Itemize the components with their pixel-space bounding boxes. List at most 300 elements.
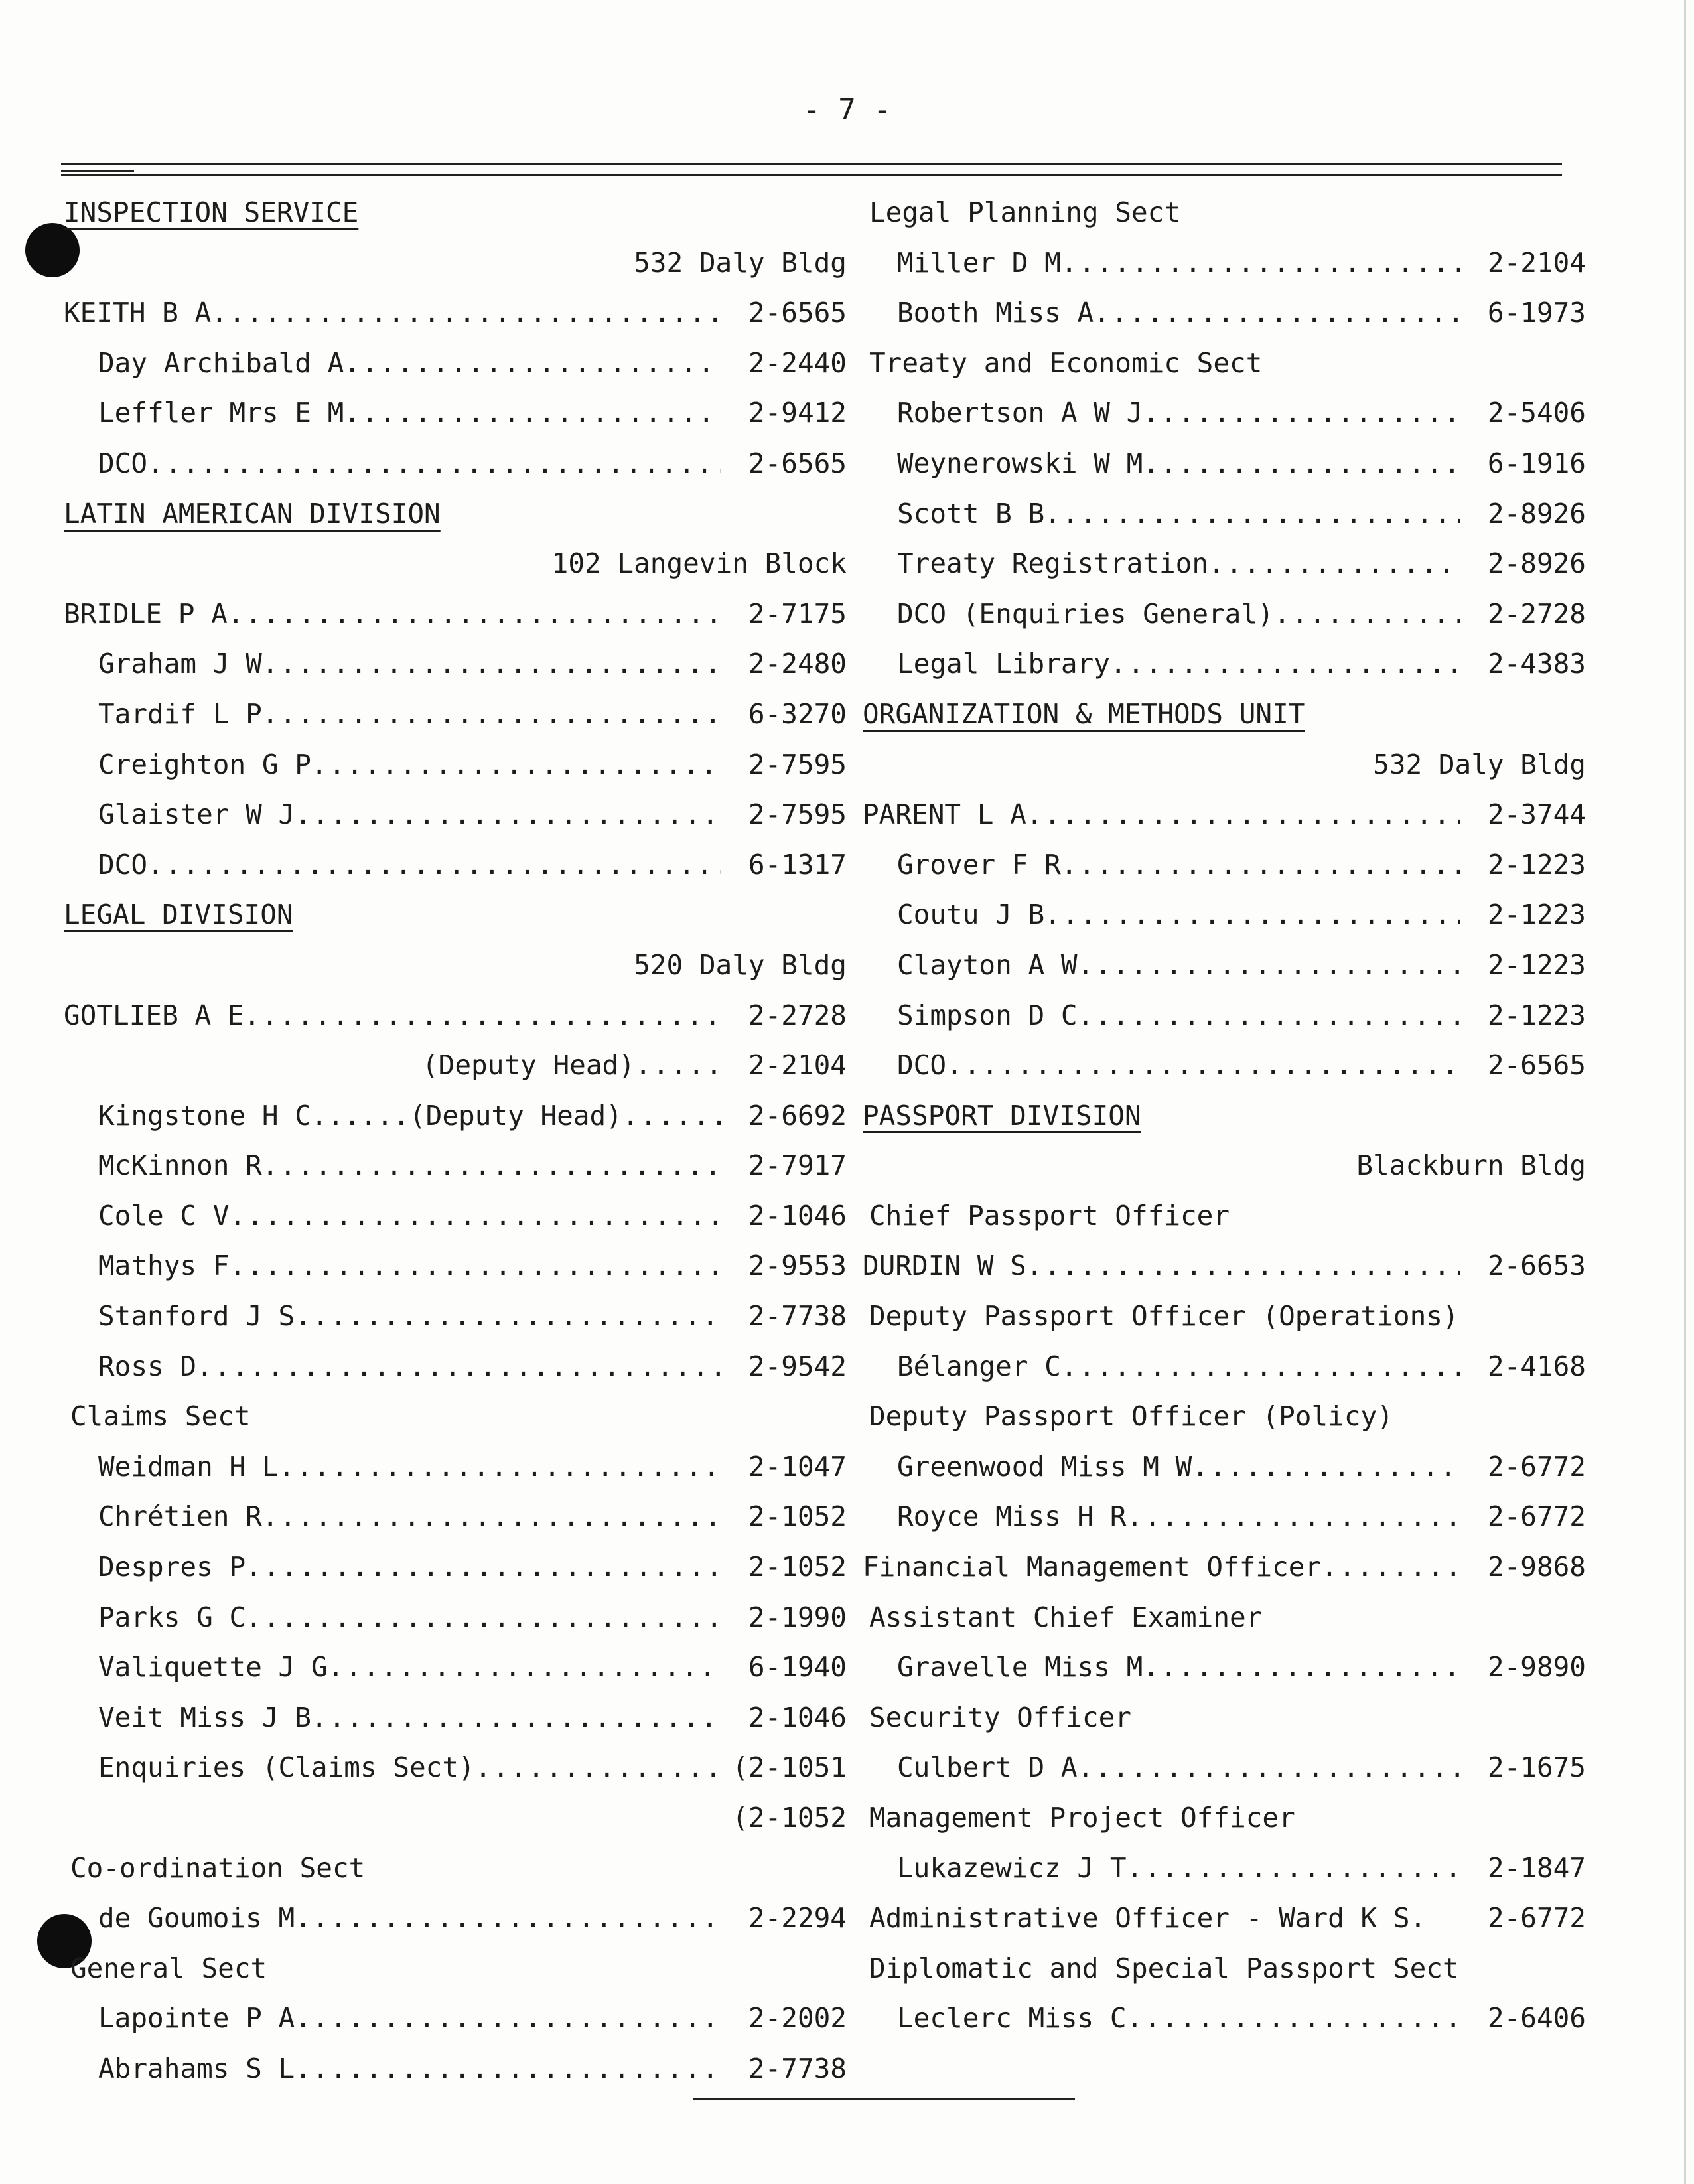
entry-name: Chrétien R bbox=[98, 1500, 262, 1533]
entry-leader bbox=[64, 1651, 721, 1683]
dot-leader bbox=[1078, 949, 1460, 981]
phone-number: 2-2294 bbox=[748, 1902, 847, 1934]
entry-name: Leffler Mrs E M bbox=[98, 397, 344, 429]
subsection-heading-text: Diplomatic and Special Passport Sect bbox=[869, 1952, 1459, 1984]
entry-name: Creighton G P bbox=[98, 748, 311, 780]
entry-name: BRIDLE P A bbox=[64, 597, 228, 630]
top-rule bbox=[61, 163, 1562, 165]
dot-leader bbox=[262, 1149, 721, 1181]
entry-leader bbox=[64, 1601, 721, 1633]
entry-name: Financial Management Officer bbox=[863, 1551, 1322, 1583]
entry-name: Day Archibald A bbox=[98, 346, 344, 379]
phone-number: 2-7738 bbox=[748, 2052, 847, 2084]
phone-number: 2-7738 bbox=[748, 1300, 847, 1333]
phone-number: 2-2104 bbox=[1487, 246, 1586, 279]
directory-entry bbox=[863, 949, 1586, 999]
entry-leader bbox=[64, 1902, 721, 1934]
phone-number: 2-8926 bbox=[1487, 497, 1586, 530]
section-heading bbox=[64, 498, 847, 548]
subsection-heading bbox=[64, 1852, 847, 1903]
directory-entry bbox=[64, 1500, 847, 1551]
dot-leader bbox=[262, 1500, 721, 1532]
page-number: - 7 - bbox=[803, 93, 891, 127]
entry-leader bbox=[64, 749, 721, 780]
subsection-heading bbox=[64, 1952, 847, 2003]
entry-leader bbox=[863, 1049, 1460, 1081]
top-rule-short bbox=[61, 170, 134, 172]
entry-name: Ross D bbox=[98, 1350, 197, 1382]
directory-entry bbox=[863, 297, 1586, 347]
dot-leader bbox=[635, 1049, 721, 1081]
entry-leader bbox=[64, 297, 721, 328]
dot-leader bbox=[295, 2002, 721, 2034]
dot-leader bbox=[244, 999, 721, 1031]
section-location bbox=[64, 547, 847, 598]
directory-entry bbox=[64, 1350, 847, 1401]
phone-number: 2-6772 bbox=[1487, 1902, 1586, 1934]
subsection-heading-text: General Sect bbox=[70, 1952, 267, 1984]
phone-number: 2-6565 bbox=[748, 297, 847, 329]
directory-entry bbox=[64, 1551, 847, 1601]
directory-entry bbox=[863, 1551, 1586, 1601]
directory-entry bbox=[64, 447, 847, 498]
entry-name: DCO (Enquiries General) bbox=[897, 597, 1274, 630]
phone-number: 2-2104 bbox=[748, 1049, 847, 1082]
entry-name: Booth Miss A bbox=[897, 297, 1094, 329]
directory-entry bbox=[863, 1500, 1586, 1551]
phone-number: 2-1223 bbox=[1487, 999, 1586, 1031]
directory-entry bbox=[64, 397, 847, 447]
entry-name: Despres P bbox=[98, 1551, 246, 1583]
phone-number: 2-1052 bbox=[748, 1551, 847, 1583]
phone-number: 2-2728 bbox=[748, 999, 847, 1031]
entry-leader bbox=[64, 397, 721, 429]
entry-name: Valiquette J G bbox=[98, 1651, 328, 1684]
directory-entry bbox=[64, 698, 847, 749]
dot-leader bbox=[1192, 1451, 1460, 1483]
dot-leader bbox=[196, 1350, 721, 1382]
phone-number: 2-9868 bbox=[1487, 1551, 1586, 1583]
dot-leader bbox=[344, 397, 721, 429]
section-location bbox=[64, 247, 847, 297]
directory-entry bbox=[863, 1250, 1586, 1300]
entry-leader bbox=[64, 447, 721, 479]
entry-leader bbox=[64, 1300, 721, 1332]
dot-leader bbox=[1127, 1500, 1460, 1532]
entry-name: Grover F R bbox=[897, 848, 1061, 881]
dot-leader bbox=[1143, 1651, 1460, 1683]
entry-leader bbox=[64, 1551, 721, 1583]
subsection-heading bbox=[863, 196, 1586, 247]
phone-number: 2-1046 bbox=[748, 1199, 847, 1232]
section-location bbox=[64, 949, 847, 999]
subsection-heading bbox=[863, 1952, 1586, 2003]
dot-leader bbox=[1274, 598, 1460, 630]
directory-entry bbox=[64, 1601, 847, 1652]
phone-number: 2-7595 bbox=[748, 798, 847, 831]
phone-number: 2-9890 bbox=[1487, 1651, 1586, 1684]
directory-entry bbox=[863, 1651, 1586, 1702]
entry-leader bbox=[863, 648, 1460, 680]
phone-number: 2-4168 bbox=[1487, 1350, 1586, 1382]
dot-leader bbox=[1026, 1250, 1460, 1281]
entry-leader bbox=[64, 1200, 721, 1232]
dot-leader bbox=[622, 1100, 721, 1131]
entry-leader bbox=[64, 1049, 721, 1081]
location-text: 532 Daly Bldg bbox=[1373, 748, 1586, 780]
entry-name: Graham J W bbox=[98, 648, 262, 680]
entry-leader bbox=[863, 1250, 1460, 1281]
directory-entry bbox=[863, 648, 1586, 698]
section-heading bbox=[863, 698, 1586, 749]
entry-name: Gravelle Miss M bbox=[897, 1651, 1143, 1684]
directory-entry bbox=[863, 247, 1586, 297]
dot-leader bbox=[1026, 798, 1460, 830]
entry-name: Kingstone H C......(Deputy Head) bbox=[98, 1099, 622, 1131]
left-column bbox=[64, 196, 847, 2103]
dot-leader bbox=[1044, 498, 1460, 530]
entry-name: Robertson A W J bbox=[897, 397, 1143, 429]
entry-name: Lapointe P A bbox=[98, 2002, 295, 2035]
dot-leader bbox=[147, 447, 721, 479]
directory-entry bbox=[863, 1049, 1586, 1100]
directory-entry bbox=[863, 798, 1586, 849]
dot-leader bbox=[1127, 1852, 1460, 1884]
directory-entry bbox=[64, 2002, 847, 2053]
location-text: 520 Daly Bldg bbox=[634, 948, 847, 981]
dot-leader bbox=[1078, 999, 1460, 1031]
directory-entry bbox=[64, 1702, 847, 1752]
dot-leader bbox=[1061, 849, 1460, 881]
phone-number: 6-1973 bbox=[1487, 297, 1586, 329]
directory-entry bbox=[863, 397, 1586, 447]
directory-entry bbox=[64, 1250, 847, 1300]
subsection-heading-text: Co-ordination Sect bbox=[70, 1852, 366, 1884]
entry-leader bbox=[64, 999, 721, 1031]
entry-leader bbox=[64, 798, 721, 830]
entry-name: Legal Library bbox=[897, 648, 1110, 680]
dot-leader bbox=[475, 1751, 721, 1783]
phone-number: 2-2480 bbox=[748, 648, 847, 680]
entry-name: KEITH B A bbox=[64, 297, 212, 329]
dot-leader bbox=[246, 1601, 721, 1633]
phone-number: 2-1046 bbox=[748, 1701, 847, 1733]
directory-entry bbox=[64, 1200, 847, 1250]
directory-entry bbox=[64, 1751, 847, 1802]
phone-number: 2-1223 bbox=[1487, 948, 1586, 981]
entry-name: Culbert D A bbox=[897, 1751, 1078, 1784]
phone-number: 2-1223 bbox=[1487, 899, 1586, 931]
directory-entry bbox=[64, 1100, 847, 1150]
entry-leader bbox=[863, 1500, 1460, 1532]
entry-name: Mathys F bbox=[98, 1250, 230, 1282]
entry-name: Parks G C bbox=[98, 1601, 246, 1633]
phone-number: 2-9553 bbox=[748, 1250, 847, 1282]
directory-entry bbox=[64, 648, 847, 698]
section-location bbox=[863, 1149, 1586, 1200]
phone-number: 2-6772 bbox=[1487, 1450, 1586, 1483]
subsection-heading-text: Management Project Officer bbox=[869, 1802, 1295, 1834]
entry-name: Clayton A W bbox=[897, 948, 1078, 981]
directory-entry bbox=[64, 999, 847, 1050]
entry-leader bbox=[863, 1852, 1460, 1884]
subsection-heading bbox=[863, 1300, 1586, 1350]
entry-name: Veit Miss J B bbox=[98, 1701, 311, 1733]
section-heading-text: PASSPORT DIVISION bbox=[863, 1099, 1141, 1131]
dot-leader bbox=[1321, 1551, 1460, 1583]
subsection-heading-text: Deputy Passport Officer (Operations) bbox=[869, 1300, 1459, 1333]
directory-entry bbox=[64, 347, 847, 398]
entry-name: Glaister W J bbox=[98, 798, 295, 831]
directory-entry bbox=[64, 1651, 847, 1702]
phone-number: 2-6692 bbox=[748, 1099, 847, 1131]
right-column bbox=[863, 196, 1586, 2053]
entry-leader bbox=[64, 648, 721, 680]
dot-leader bbox=[246, 1551, 721, 1583]
entry-name: Royce Miss H R bbox=[897, 1500, 1127, 1533]
phone-number: 6-1940 bbox=[748, 1651, 847, 1684]
entry-name: Weidman H L bbox=[98, 1450, 279, 1483]
dot-leader bbox=[1061, 247, 1460, 279]
directory-entry bbox=[863, 1902, 1586, 1952]
directory-entry bbox=[863, 1451, 1586, 1501]
entry-name: DCO bbox=[98, 848, 148, 881]
entry-leader bbox=[863, 1651, 1460, 1683]
section-location bbox=[863, 749, 1586, 799]
section-heading bbox=[863, 1100, 1586, 1150]
dot-leader bbox=[228, 598, 721, 630]
entry-leader bbox=[863, 849, 1460, 881]
entry-leader bbox=[64, 698, 721, 730]
phone-number: (2-1052 bbox=[732, 1802, 847, 1834]
subsection-heading-text: Security Officer bbox=[869, 1701, 1131, 1733]
subsection-heading-text: Claims Sect bbox=[70, 1400, 251, 1433]
dot-leader bbox=[1061, 1350, 1460, 1382]
entry-leader bbox=[863, 1451, 1460, 1483]
dot-leader bbox=[295, 2053, 721, 2084]
directory-entry bbox=[863, 999, 1586, 1050]
dot-leader bbox=[1094, 297, 1460, 328]
phone-number: 2-6653 bbox=[1487, 1250, 1586, 1282]
entry-name: DCO bbox=[897, 1049, 947, 1082]
directory-entry bbox=[64, 1300, 847, 1350]
subsection-heading bbox=[64, 1400, 847, 1451]
entry-leader bbox=[863, 297, 1460, 328]
section-heading bbox=[64, 899, 847, 949]
entry-name: PARENT L A bbox=[863, 798, 1026, 831]
phone-number: 6-3270 bbox=[748, 697, 847, 730]
entry-leader bbox=[863, 999, 1460, 1031]
section-heading bbox=[64, 196, 847, 247]
entry-name: Greenwood Miss M W bbox=[897, 1450, 1192, 1483]
entry-leader bbox=[64, 1702, 721, 1733]
dot-leader bbox=[295, 1902, 721, 1934]
entry-name: DURDIN W S bbox=[863, 1250, 1026, 1282]
dot-leader bbox=[279, 1451, 721, 1483]
subsection-heading bbox=[863, 1702, 1586, 1752]
phone-number: 2-1990 bbox=[748, 1601, 847, 1633]
entry-leader bbox=[64, 347, 721, 379]
entry-leader bbox=[64, 2053, 721, 2084]
entry-leader bbox=[863, 247, 1460, 279]
dot-leader bbox=[1143, 447, 1460, 479]
phone-number: 2-1675 bbox=[1487, 1751, 1586, 1784]
phone-number: 6-1916 bbox=[1487, 447, 1586, 479]
phone-number: 2-2002 bbox=[748, 2002, 847, 2035]
directory-entry bbox=[863, 598, 1586, 648]
location-text: 532 Daly Bldg bbox=[634, 246, 847, 279]
phone-number: 2-6406 bbox=[1487, 2002, 1586, 2035]
dot-leader bbox=[344, 347, 721, 379]
entry-name: Simpson D C bbox=[897, 999, 1078, 1031]
entry-name: de Goumois M bbox=[98, 1902, 295, 1934]
phone-number: 2-2728 bbox=[1487, 597, 1586, 630]
entry-name: Cole C V bbox=[98, 1199, 230, 1232]
dot-leader bbox=[328, 1651, 721, 1683]
entry-leader bbox=[64, 1500, 721, 1532]
dot-leader bbox=[1208, 547, 1460, 579]
subsection-heading-text: Chief Passport Officer bbox=[869, 1199, 1230, 1232]
entry-leader bbox=[64, 1751, 721, 1783]
entry-leader bbox=[863, 547, 1460, 579]
phone-number: 2-1047 bbox=[748, 1450, 847, 1483]
directory-entry bbox=[863, 899, 1586, 949]
entry-leader bbox=[863, 1551, 1460, 1583]
entry-leader bbox=[863, 1751, 1460, 1783]
entry-name: Enquiries (Claims Sect) bbox=[98, 1751, 475, 1784]
entry-name: Weynerowski W M bbox=[897, 447, 1143, 479]
entry-name: Lukazewicz J T bbox=[897, 1852, 1127, 1884]
entry-name: GOTLIEB A E bbox=[64, 999, 244, 1031]
entry-name: Abrahams S L bbox=[98, 2052, 295, 2084]
dot-leader bbox=[295, 798, 721, 830]
location-text: 102 Langevin Block bbox=[551, 547, 847, 580]
phone-continuation bbox=[64, 1802, 847, 1852]
entry-leader bbox=[863, 498, 1460, 530]
dot-leader bbox=[1078, 1751, 1460, 1783]
entry-name: McKinnon R bbox=[98, 1149, 262, 1182]
phone-number: (2-1051 bbox=[732, 1751, 847, 1784]
subsection-heading bbox=[863, 347, 1586, 398]
directory-entry bbox=[863, 1852, 1586, 1903]
phone-number: 2-1052 bbox=[748, 1500, 847, 1533]
phone-number: 2-2440 bbox=[748, 346, 847, 379]
entry-name: Stanford J S bbox=[98, 1300, 295, 1333]
section-heading-text: LEGAL DIVISION bbox=[64, 899, 293, 931]
phone-number: 2-3744 bbox=[1487, 798, 1586, 831]
entry-leader bbox=[64, 1149, 721, 1181]
phone-number: 2-1847 bbox=[1487, 1852, 1586, 1884]
dot-leader bbox=[946, 1049, 1460, 1081]
directory-entry bbox=[64, 1902, 847, 1952]
directory-entry bbox=[64, 1149, 847, 1200]
entry-leader bbox=[64, 849, 721, 881]
location-text: Blackburn Bldg bbox=[1356, 1149, 1586, 1182]
phone-number: 2-6565 bbox=[748, 447, 847, 479]
directory-entry bbox=[64, 598, 847, 648]
entry-name: Tardif L P bbox=[98, 697, 262, 730]
entry-leader bbox=[863, 397, 1460, 429]
directory-entry bbox=[64, 849, 847, 899]
section-heading-text: LATIN AMERICAN DIVISION bbox=[64, 497, 441, 530]
subsection-heading bbox=[863, 1802, 1586, 1852]
subsection-heading bbox=[863, 1601, 1586, 1652]
directory-entry bbox=[863, 2002, 1586, 2053]
entry-name: Miller D M bbox=[897, 246, 1061, 279]
entry-leader bbox=[64, 1350, 721, 1382]
entry-leader bbox=[863, 1350, 1460, 1382]
entry-leader bbox=[863, 798, 1460, 830]
entry-leader bbox=[863, 899, 1460, 930]
entry-name: Leclerc Miss C bbox=[897, 2002, 1127, 2035]
dot-leader bbox=[295, 1300, 721, 1332]
phone-number: 2-5406 bbox=[1487, 397, 1586, 429]
subsection-heading-text: Deputy Passport Officer (Policy) bbox=[869, 1400, 1393, 1433]
entry-leader bbox=[64, 1100, 721, 1131]
directory-entry bbox=[64, 1049, 847, 1100]
page-edge bbox=[1684, 0, 1686, 2184]
phone-number: 2-1223 bbox=[1487, 848, 1586, 881]
phone-number: 2-6772 bbox=[1487, 1500, 1586, 1533]
phone-number: 2-7917 bbox=[748, 1149, 847, 1182]
entry-leader bbox=[863, 2002, 1460, 2034]
entry-leader bbox=[64, 1250, 721, 1281]
entry-name: Bélanger C bbox=[897, 1350, 1061, 1382]
directory-entry bbox=[64, 2053, 847, 2103]
directory-entry bbox=[64, 798, 847, 849]
dot-leader bbox=[262, 698, 721, 730]
phone-number: 2-7175 bbox=[748, 597, 847, 630]
dot-leader bbox=[311, 749, 721, 780]
directory-entry bbox=[863, 1350, 1586, 1401]
section-heading-text: ORGANIZATION & METHODS UNIT bbox=[863, 697, 1305, 730]
directory-entry bbox=[64, 297, 847, 347]
dot-leader bbox=[1127, 2002, 1460, 2034]
dot-leader bbox=[311, 1702, 721, 1733]
dot-leader bbox=[147, 849, 721, 881]
dot-leader bbox=[1110, 648, 1460, 680]
top-rule-lower bbox=[61, 174, 1562, 176]
dot-leader bbox=[211, 297, 721, 328]
subsection-heading-text: Treaty and Economic Sect bbox=[869, 346, 1263, 379]
directory-entry bbox=[64, 1451, 847, 1501]
directory-entry bbox=[863, 849, 1586, 899]
entry-name: (Deputy Head) bbox=[422, 1049, 635, 1082]
directory-entry bbox=[64, 749, 847, 799]
directory-entry bbox=[863, 498, 1586, 548]
entry-leader bbox=[863, 949, 1460, 981]
phone-number: 2-6565 bbox=[1487, 1049, 1586, 1082]
phone-number: 2-7595 bbox=[748, 748, 847, 780]
dot-leader bbox=[262, 648, 721, 680]
entry-name: Coutu J B bbox=[897, 899, 1045, 931]
entry-leader bbox=[863, 598, 1460, 630]
entry-leader bbox=[64, 598, 721, 630]
subsection-heading bbox=[863, 1400, 1586, 1451]
dot-leader bbox=[229, 1250, 721, 1281]
subsection-heading bbox=[863, 1200, 1586, 1250]
phone-number: 2-4383 bbox=[1487, 648, 1586, 680]
section-heading-text: INSPECTION SERVICE bbox=[64, 196, 359, 228]
phone-number: 6-1317 bbox=[748, 848, 847, 881]
entry-name: Administrative Officer - Ward K S. bbox=[869, 1902, 1427, 1934]
subsection-heading-text: Assistant Chief Examiner bbox=[869, 1601, 1263, 1633]
entry-name: DCO bbox=[98, 447, 148, 479]
directory-entry bbox=[863, 447, 1586, 498]
dot-leader bbox=[229, 1200, 721, 1232]
dot-leader bbox=[1044, 899, 1460, 930]
directory-entry bbox=[863, 1751, 1586, 1802]
